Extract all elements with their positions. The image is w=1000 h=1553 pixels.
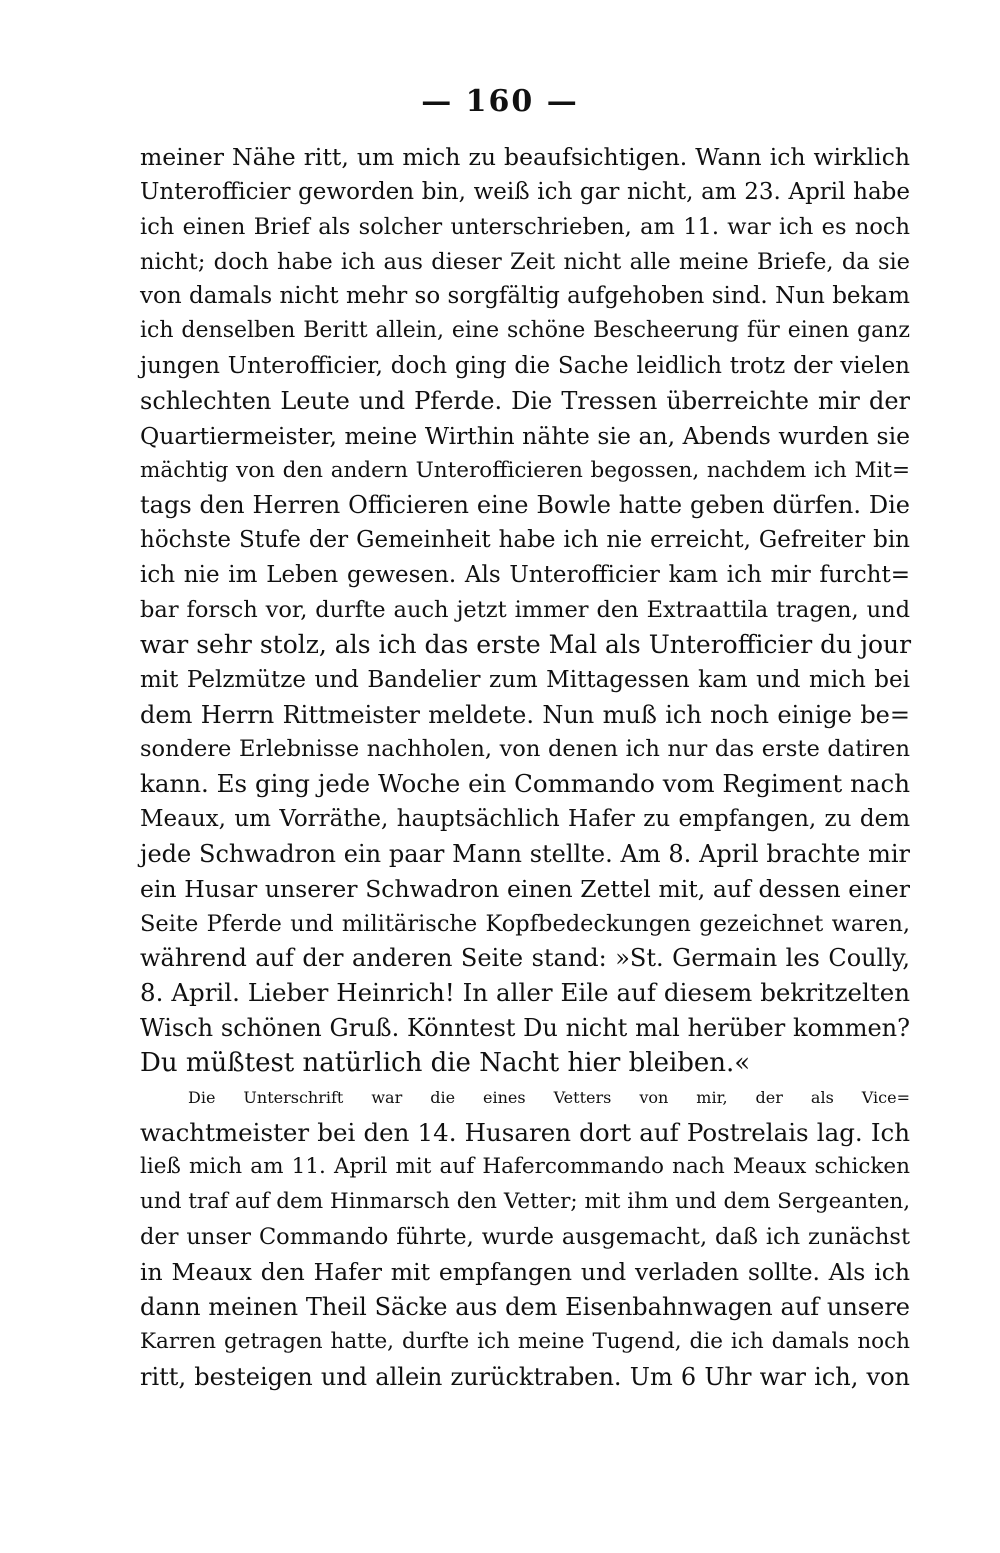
text-line: Meaux, um Vorräthe, hauptsächlich Hafer zu empfangen, zu dem (140, 806, 910, 833)
text-line: war sehr stolz, als ich das erste Mal als Unterofficier du jour (140, 629, 912, 659)
text-line: ließ mich am 11. April mit auf Hafercommando nach Meaux schicken (140, 1154, 910, 1180)
text-line: bar forsch vor, durfte auch jetzt immer den Extraattila tragen, und (140, 596, 910, 623)
text-line: Wisch schönen Gruß. Könntest Du nicht mal herüber kommen? (140, 1014, 910, 1043)
text-line: ein Husar unserer Schwadron einen Zettel mit, auf dessen einer (140, 874, 910, 903)
text-line: dann meinen Theil Säcke aus dem Eisenbahnwagen auf unsere (140, 1292, 910, 1321)
text-line: mit Pelzmütze und Bandelier zum Mittagessen kam und mich bei (140, 666, 910, 693)
text-line: höchste Stufe der Gemeinheit habe ich nie erreicht, Gefreiter bin (140, 527, 910, 554)
text-line: Seite Pferde und militärische Kopfbedeckungen gezeichnet waren, (140, 910, 910, 937)
text-line: ich denselben Beritt allein, eine schöne Bescheerung für einen ganz (140, 318, 910, 344)
text-line: in Meaux den Hafer mit empfangen und verladen sollte. Als ich (140, 1258, 910, 1286)
text-line: Unterofficier geworden bin, weiß ich gar nicht, am 23. April habe (140, 178, 910, 205)
text-line: und traf auf dem Hinmarsch den Vetter; mit ihm und dem Sergeanten, (140, 1189, 911, 1215)
text-line: kann. Es ging jede Woche ein Commando vom Regiment nach (140, 769, 910, 799)
text-line: 8. April. Lieber Heinrich! In aller Eile auf diesem bekritzelten (140, 978, 910, 1008)
text-line: mächtig von den andern Unterofficieren begossen, nachdem ich Mit= (140, 457, 910, 483)
text-line: Du müßtest natürlich die Nacht hier bleiben.« (140, 1047, 751, 1078)
page-number: — 160 — (421, 84, 579, 119)
text-line: während auf der anderen Seite stand: »St. Germain les Coully, (140, 944, 910, 973)
text-line: dem Herrn Rittmeister meldete. Nun muß ich noch einige be= (140, 700, 910, 729)
text-line: meiner Nähe ritt, um mich zu beaufsichtigen. Wann ich wirklich (140, 143, 910, 171)
text-line: Die Unterschrift war die eines Vetters von mir, der als Vice= (188, 1087, 910, 1107)
text-line: wachtmeister bei den 14. Husaren dort auf Postrelais lag. Ich (140, 1117, 910, 1147)
text-line: Quartiermeister, meine Wirthin nähte sie an, Abends wurden sie (140, 421, 910, 450)
text-line: von damals nicht mehr so sorgfältig aufgehoben sind. Nun bekam (140, 283, 910, 310)
text-line: jede Schwadron ein paar Mann stellte. Am 8. April brachte mir (140, 839, 910, 868)
text-line: tags den Herren Officieren eine Bowle hatte geben dürfen. Die (140, 491, 910, 520)
text-line: schlechten Leute und Pferde. Die Tressen überreichte mir der (140, 386, 910, 415)
text-line: ritt, besteigen und allein zurücktraben. Um 6 Uhr war ich, von (140, 1362, 910, 1391)
text-line: ich einen Brief als solcher unterschrieben, am 11. war ich es noch (140, 213, 910, 240)
text-line: Karren getragen hatte, durfte ich meine Tugend, die ich damals noch (140, 1328, 910, 1354)
text-line: jungen Unterofficier, doch ging die Sache leidlich trotz der vielen (140, 353, 910, 380)
text-line: der unser Commando führte, wurde ausgemacht, daß ich zunächst (140, 1224, 910, 1251)
text-line: nicht; doch habe ich aus dieser Zeit nicht alle meine Briefe, da sie (140, 248, 910, 275)
text-line: sondere Erlebnisse nachholen, von denen ich nur das erste datiren (140, 736, 910, 763)
text-line: ich nie im Leben gewesen. Als Unterofficier kam ich mir furcht= (140, 562, 910, 589)
body-text (140, 140, 910, 1394)
